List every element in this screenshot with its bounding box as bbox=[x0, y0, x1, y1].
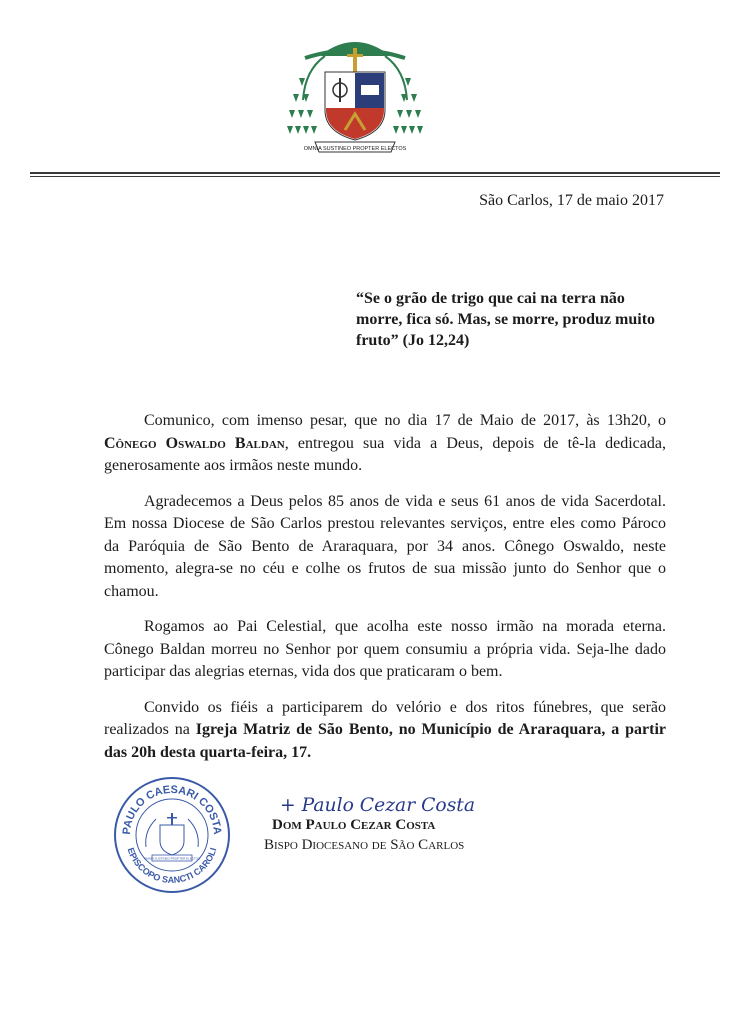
letter-body bbox=[104, 410, 666, 777]
coat-motto: OMNIA SUSTINEO PROPTER ELECTOS bbox=[303, 146, 407, 152]
coat-of-arms-logo bbox=[285, 30, 425, 165]
seal-bottom-text: EPISCOPO SANCTI CAROLI bbox=[125, 846, 219, 886]
p1-text-a: Comunico, com imenso pesar, que no dia 17 de Maio de 2017, às 13h20, o bbox=[144, 412, 666, 429]
deceased-name: Cônego Oswaldo Baldan bbox=[104, 434, 285, 452]
episcopal-seal-stamp bbox=[112, 775, 232, 895]
epigraph bbox=[356, 288, 666, 351]
signer-name: Dom Paulo Cezar Costa bbox=[272, 817, 436, 833]
seal-top-text: PAULO CAESARI COSTA bbox=[120, 783, 224, 836]
svg-text:EPISCOPO SANCTI CAROLI bbox=[126, 846, 219, 885]
p4-end: . bbox=[307, 743, 312, 761]
header-rule-thin bbox=[30, 176, 720, 177]
funeral-location: Igreja Matriz de São Bento, no Município de Araraquara, a partir das 20h desta quarta-feira, 17 bbox=[104, 721, 667, 761]
epigraph-reference: (Jo 12,24) bbox=[402, 332, 470, 349]
signature-handwriting: + Paulo Cezar Costa bbox=[280, 794, 475, 816]
paragraph-1 bbox=[104, 410, 666, 478]
paragraph-4 bbox=[104, 697, 666, 765]
p4-text-a: Convido os fiéis a participarem do velório e dos ritos fúnebres, que serão realizados na bbox=[104, 698, 666, 738]
paragraph-3: Rogamos ao Pai Celestial, que acolha este nosso irmão na morada eterna. Cônego Baldan morreu no Senhor por quem consumiu a própria vida. Seja-lhe dado participar das alegrias eternas, vida dos que praticaram o bem. bbox=[104, 618, 666, 680]
seal-ribbon-text: OMNIA SUSTINEO PROPTER ELECTOS bbox=[144, 856, 200, 861]
signer-block bbox=[264, 815, 464, 855]
paragraph-2: Agradecemos a Deus pelos 85 anos de vida e seus 61 anos de vida Sacerdotal. Em nossa Diocese de São Carlos prestou relevantes serviços, entre eles como Pároco da Paróquia de São Bento de Araraquara, por 34 anos. Cônego Oswaldo, neste momento, alegra-se no céu e colhe os frutos de sua missão junto do Senhor que o chamou. bbox=[104, 492, 666, 600]
letter-date: São Carlos, 17 de maio 2017 bbox=[479, 192, 664, 209]
header-rule bbox=[30, 172, 720, 174]
signer-role: Bispo Diocesano de São Carlos bbox=[264, 837, 465, 853]
p1-text-b: , entregou sua vida a Deus, depois de tê-la dedicada, generosamente aos irmãos neste mundo. bbox=[104, 434, 666, 474]
epigraph-quote: “Se o grão de trigo que cai na terra não morre, fica só. Mas, se morre, produz muito fruto” bbox=[356, 290, 656, 349]
